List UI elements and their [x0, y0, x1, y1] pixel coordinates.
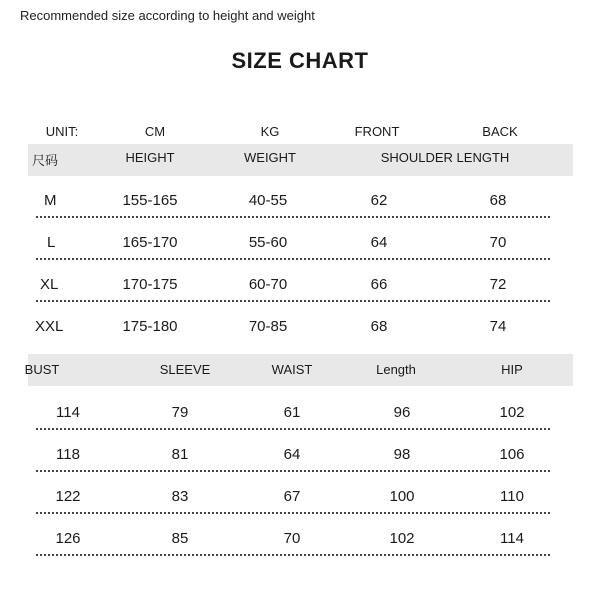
row-divider	[36, 554, 550, 556]
waist-cell: 61	[283, 404, 301, 421]
row-divider	[36, 512, 550, 514]
sleeve-cell: 83	[171, 488, 189, 505]
header-weight: WEIGHT	[244, 150, 296, 165]
header-row-1	[30, 150, 550, 184]
front-cell: 66	[370, 276, 388, 293]
header-sleeve: SLEEVE	[159, 362, 211, 377]
sleeve-cell: 85	[171, 530, 189, 547]
table-row	[30, 530, 550, 566]
waist-cell: 70	[283, 530, 301, 547]
header-height: HEIGHT	[125, 150, 175, 165]
table-row	[30, 404, 550, 440]
front-cell: 62	[370, 192, 388, 209]
front-cell: 68	[370, 318, 388, 335]
bust-cell: 122	[55, 488, 81, 505]
back-cell: 74	[489, 318, 507, 335]
hip-cell: 114	[500, 530, 524, 547]
unit-kg: KG	[260, 124, 280, 139]
bust-cell: 114	[56, 404, 80, 421]
height-cell: 170-175	[122, 276, 178, 293]
waist-cell: 67	[283, 488, 301, 505]
unit-back: BACK	[482, 124, 518, 139]
bust-cell: 118	[56, 446, 80, 463]
hip-cell: 110	[500, 488, 524, 505]
back-cell: 72	[489, 276, 507, 293]
header-waist: WAIST	[271, 362, 313, 377]
table-row	[30, 276, 550, 312]
hip-cell: 106	[499, 446, 525, 463]
row-divider	[36, 300, 550, 302]
unit-cm: CM	[144, 124, 166, 139]
height-cell: 175-180	[122, 318, 178, 335]
bust-cell: 126	[55, 530, 81, 547]
hip-cell: 102	[499, 404, 525, 421]
weight-cell: 55-60	[248, 234, 288, 251]
header-bust: BUST	[24, 362, 60, 377]
sleeve-cell: 79	[171, 404, 189, 421]
weight-cell: 60-70	[248, 276, 288, 293]
row-divider	[36, 470, 550, 472]
header-row-2	[24, 362, 550, 396]
table-row	[30, 488, 550, 524]
size-cell: L	[47, 234, 56, 251]
table-row	[30, 318, 550, 354]
length-cell: 102	[389, 530, 415, 547]
length-cell: 98	[393, 446, 411, 463]
front-cell: 64	[370, 234, 388, 251]
size-cell: M	[44, 192, 57, 209]
header-hip: HIP	[501, 362, 523, 377]
table-row	[30, 234, 550, 270]
length-cell: 96	[393, 404, 411, 421]
weight-cell: 70-85	[248, 318, 288, 335]
header-length: Length	[376, 362, 416, 377]
row-divider	[36, 216, 550, 218]
height-cell: 165-170	[122, 234, 178, 251]
table-row	[30, 446, 550, 482]
header-shoulder-length: SHOULDER LENGTH	[380, 150, 510, 165]
row-divider	[36, 258, 550, 260]
header-size-cn: 尺码	[32, 153, 59, 168]
height-cell: 155-165	[122, 192, 178, 209]
back-cell: 70	[489, 234, 507, 251]
table-row	[30, 192, 550, 228]
length-cell: 100	[389, 488, 415, 505]
sleeve-cell: 81	[171, 446, 189, 463]
waist-cell: 64	[283, 446, 301, 463]
recommendation-note: Recommended size according to height and weight	[20, 8, 315, 23]
unit-label: UNIT:	[45, 124, 79, 139]
size-cell: XXL	[35, 318, 64, 335]
weight-cell: 40-55	[248, 192, 288, 209]
chart-title: SIZE CHART	[231, 48, 369, 73]
unit-front: FRONT	[354, 124, 400, 139]
back-cell: 68	[489, 192, 507, 209]
size-cell: XL	[40, 276, 59, 293]
row-divider	[36, 428, 550, 430]
